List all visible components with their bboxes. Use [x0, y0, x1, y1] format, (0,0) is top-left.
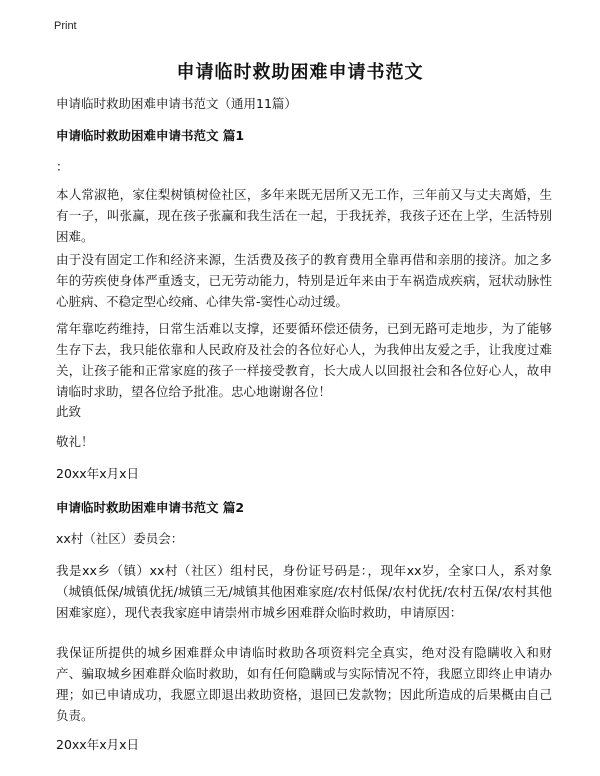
section-1-paragraph-1: 本人常淑艳，家住梨树镇树俭社区，多年来既无居所又无工作，三年前又与丈夫离婚，生有一子，叫张赢，现在孩子张赢和我生活在一起，于我抚养，我孩子还在上学，生活特别困难。: [56, 187, 552, 244]
section-2-date: 20xx年x月x日: [56, 737, 139, 752]
section-2-paragraph-2: 我保证所提供的城乡困难群众申请临时救助各项资料完全真实，绝对没有隐瞒收入和财产、骗取城乡困难群众临时救助，如有任何隐瞒或与实际情况不符，我愿立即终止申请办理；如已申请成功，我愿立即退出救助资格，退回已发款物；因此所造成的后果概由自己负责。: [56, 645, 552, 723]
print-label: Print: [54, 20, 77, 32]
section-1-closing-2: 敬礼！: [56, 434, 94, 449]
section-2-paragraph-1: 我是xx乡（镇）xx村（社区）组村民，身份证号码是：，现年xx岁，全家口人，系对象（城镇低保/城镇优抚/城镇三无/城镇其他困难家庭/农村低保/农村优抚/农村五保/农村其他困难家庭），现代表我家庭申请崇州市城乡困难群众临时救助，申请原因：: [56, 563, 552, 620]
section-2-recipient: xx村（社区）委员会：: [56, 531, 184, 546]
section-2-heading: 申请临时救助困难申请书范文 篇2: [56, 500, 245, 515]
document-subtitle: 申请临时救助困难申请书范文（通用11篇）: [56, 96, 297, 111]
document-title: 申请临时救助困难申请书范文: [176, 62, 424, 83]
section-1-paragraph-3: 常年靠吃药维持，日常生活难以支撑，还要循环偿还债务，已到无路可走地步，为了能够生存下去，我只能依靠和人民政府及社会的各位好心人，为我伸出友爱之手，让我度过难关，让孩子能和正常家庭的孩子一样接受教育，长大成人以回报社会和各位好心人，故申请临时求助，望各位给予批准。忠心地谢谢各位！: [56, 321, 552, 399]
section-1-heading: 申请临时救助困难申请书范文 篇1: [56, 128, 245, 143]
section-1-date: 20xx年x月x日: [56, 466, 139, 481]
section-1-paragraph-2: 由于没有固定工作和经济来源，生活费及孩子的教育费用全靠再借和亲朋的接济。加之多年的劳疾使身体严重透支，已无劳动能力，特别是近年来由于车祸造成疾病，冠状动脉性心脏病、不稳定型心绞痛、心律失常-窦性心动过缓。: [56, 252, 552, 309]
section-1-closing-1: 此致: [56, 404, 82, 419]
section-1-marker: ：: [56, 159, 69, 174]
